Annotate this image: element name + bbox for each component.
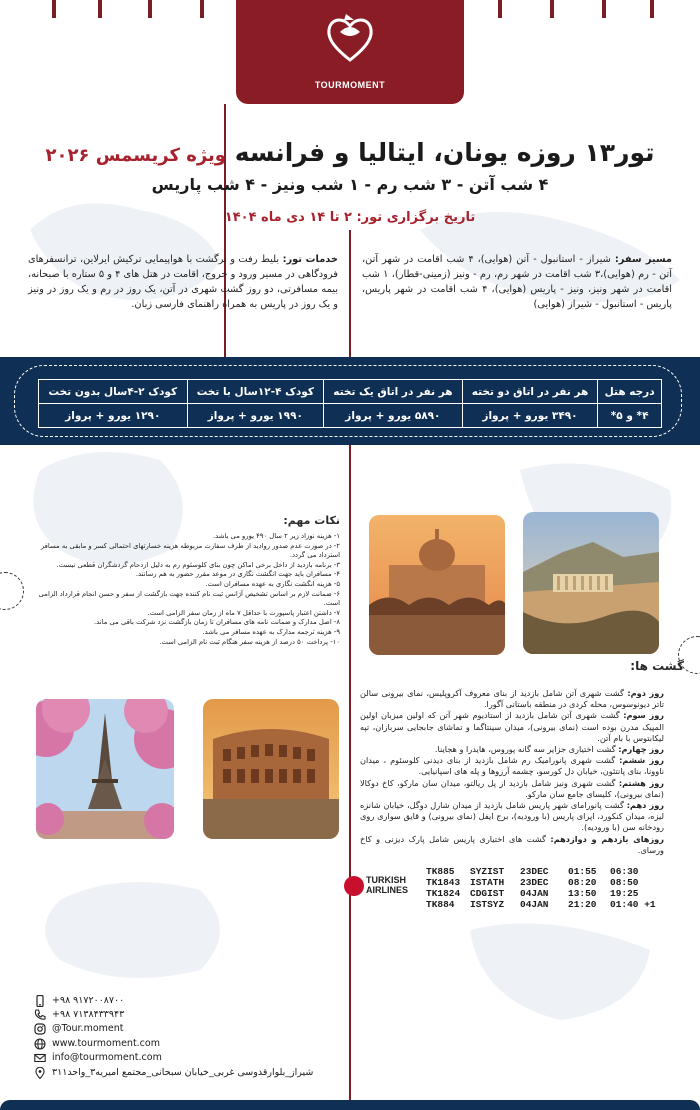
footer-band xyxy=(0,1100,700,1110)
services-label: خدمات تور: xyxy=(282,254,338,265)
flight-date: 04JAN xyxy=(520,888,549,899)
contact-website[interactable] xyxy=(34,1037,354,1051)
note-item: ۱۰- پرداخت ۵۰ درصد از هزینه سفر هنگام ثبت نام الزامی است. xyxy=(159,637,340,646)
flight-departure: 08:20 xyxy=(568,877,597,888)
tour-item xyxy=(360,755,664,777)
note-item: ۵- هزینه انگشت نگاری به عهده مسافران است. xyxy=(205,579,340,588)
mail-icon xyxy=(34,1052,46,1064)
airline-name-line1: TURKISH xyxy=(366,875,406,885)
divider-line xyxy=(349,230,351,357)
instagram-handle: @Tour.moment xyxy=(52,1023,124,1034)
note-item: ۲- در صورت عدم صدور روادید از طرف سفارت مربوطه هزینه خسارتهای احتمالی کسر و مابقی به مسافر استرداد می گردد. xyxy=(40,541,340,560)
price-value-cell: ۴* و ۵* xyxy=(598,404,662,428)
tour-text: گشت اختیاری جزایر سه گانه پوروس، هایدرا و هجاینا. xyxy=(434,744,616,755)
price-table xyxy=(38,379,662,428)
price-header-cell: هر نفر در اتاق دو تخته xyxy=(462,380,598,404)
turkish-airlines-logo xyxy=(344,874,420,898)
flight-number: TK1824 xyxy=(426,888,461,899)
website-url: www.tourmoment.com xyxy=(52,1038,160,1049)
flight-row xyxy=(426,866,666,877)
tour-item xyxy=(360,834,664,856)
airline-name xyxy=(366,875,408,895)
phone-icon xyxy=(34,995,46,1007)
price-value-row xyxy=(39,404,662,428)
tour-item xyxy=(360,800,664,834)
services-info xyxy=(28,252,338,312)
note-item: ۱- هزینه نوزاد زیر ۲ سال ۴۹۰ یورو می باشد. xyxy=(213,532,340,540)
tour-text: گشت پانورامای شهر پاریس شامل بازدید از میدان شارل دوگل، خیابان شانزه لیزه، میدان کنکورد، اپرای پاریس (با ورودیه)، برج ایفل (نمای بیرونی) و قایق سواری روی رودخانه سن (با ورودیه). xyxy=(360,800,664,833)
route-info xyxy=(362,252,672,312)
flight-date: 04JAN xyxy=(520,899,549,910)
athens-acropolis-photo xyxy=(523,512,659,654)
phone-number: +۹۸ ۹۱۷۲۰۰۸۷۰۰ xyxy=(52,995,125,1006)
tour-text: گشت شهری پانورامیک رم شامل بازدید از بنای دیدنی کلوسئوم ، میدان ناوونا، بنای پانتئون، خیابان دل کورسو، چشمه آرزوها و پله های اسپانیایی. xyxy=(360,755,664,777)
tour-item xyxy=(360,744,664,755)
paris-eiffel-photo xyxy=(36,699,174,839)
contact-address xyxy=(34,1066,354,1080)
tour-text: گشت شهری آتن شامل بازدید از بنای معروف آکروپلیس، نمای بیرونی سالن تاتر دیونوسوس، محله کردی در منطقه باستانی آگورا. xyxy=(360,688,664,710)
price-header-row xyxy=(39,380,662,404)
flight-date: 23DEC xyxy=(520,866,549,877)
route-label: مسیر سفر: xyxy=(614,254,672,265)
services-text: بلیط رفت و برگشت با هواپیمایی ترکیش ایرلاین، ترانسفرهای فرودگاهی در مسیر ورود و خروج، اقامت در هتل های ۴ و ۵ ستاره با صبحانه، بیمه مسافرتی، دو روز گشت شهری در آتن، یک روز در رم و یک روز در ونیز و یک روز در پاریس به همراه راهنمای فارسی زبان. xyxy=(28,254,338,310)
note-item: ۶- ضمانت لازم بر اساس تشخیص آژانس ثبت نام کننده جهت بازگشت از سفر و حسن انجام قرارداد الزامی است. xyxy=(38,589,340,608)
contact-instagram[interactable] xyxy=(34,1022,354,1036)
tour-text: گشت شهری آتن شامل بازدید از استادیوم شهر آتن که اولین میزبان اولین المپیک مدرن بوده است (نمای بیرونی)، میدان سینتاگما و تماشای جابجایی سربازان، تپه لیکابتوس با بام آتن. xyxy=(360,710,664,743)
contact-phone-1[interactable] xyxy=(34,994,354,1008)
tour-day: روز چهارم: xyxy=(618,744,664,755)
flight-departure: 01:55 xyxy=(568,866,597,877)
flight-arrival: 08:50 xyxy=(610,877,639,888)
phone-icon xyxy=(34,1009,46,1021)
rome-vatican-photo xyxy=(369,515,505,655)
route-text: شیراز - استانبول - آتن (هوایی)، ۴ شب اقامت در شهر آتن، آتن - رم (هوایی)،۳ شب اقامت در شهر رم، رم - ونیز (زمینی-قطار)، ۱ شب اقامت در شهر ونیز، ونیز - پاریس (هوایی)، ۴ شب اقامت در شهر پاریس، پاریس - استانبول - شیراز (هوایی) xyxy=(362,254,673,310)
logo-icon xyxy=(322,10,378,66)
price-header-cell: هر نفر در اتاق یک تخته xyxy=(324,380,463,404)
turkish-airlines-icon xyxy=(344,876,364,896)
price-header-cell: کودک ۲-۴سال بدون تخت xyxy=(39,380,188,404)
price-value-cell: ۳۴۹۰ یورو + پرواز xyxy=(462,404,598,428)
note-item: ۹- هزینه ترجمه مدارک به عهده مسافر می باشد. xyxy=(202,627,340,636)
tour-item xyxy=(360,710,664,744)
tour-day: روز هشتم: xyxy=(618,777,664,788)
price-value-cell: ۵۸۹۰ یورو + پرواز xyxy=(324,404,463,428)
flight-arrival: 06:30 xyxy=(610,866,639,877)
tours-title: گشت ها: xyxy=(630,659,684,673)
flight-number: TK885 xyxy=(426,866,455,877)
email-address: info@tourmoment.com xyxy=(52,1052,162,1063)
tour-text: گشت شهری ونیز شامل بازدید از پل ریالتو، میدان سان مارکو، کاخ دوکالا (نمای بیرونی)، کلیسای جامع سان مارکو. xyxy=(360,777,664,799)
flight-route: ISTATH xyxy=(470,877,505,888)
brand-name: TOURMOMENT xyxy=(314,80,386,90)
flight-number: TK884 xyxy=(426,899,455,910)
tour-day: روز ششم: xyxy=(619,755,664,766)
flight-number: TK1843 xyxy=(426,877,461,888)
tour-day: روزهای یازدهم و دوازدهم: xyxy=(550,833,664,844)
tour-day: روز سوم: xyxy=(623,710,665,721)
globe-icon xyxy=(34,1038,46,1050)
page-subtitle: ۴ شب آتن - ۳ شب رم - ۱ شب ونیز - ۴ شب پاریس xyxy=(151,175,549,194)
flight-departure: 13:50 xyxy=(568,888,597,899)
page-title xyxy=(20,138,680,167)
note-item: ۴- مسافران باید جهت انگشت نگاری در موعد مقرر حضور به هم رسانند. xyxy=(135,570,340,579)
flight-route: SYZIST xyxy=(470,866,505,877)
note-item: ۸- اصل مدارک و ضمانت نامه های مسافران تا زمان بازگشت نزد شرکت باقی می ماند. xyxy=(94,618,340,627)
instagram-icon xyxy=(34,1023,46,1035)
logo-box xyxy=(236,0,464,104)
title-highlight: ویژه کریسمس ۲۰۲۶ xyxy=(45,145,226,166)
flight-row xyxy=(426,888,666,899)
price-header-cell: درجه هتل xyxy=(598,380,662,404)
airline-name-line2: AIRLINES xyxy=(366,885,409,895)
tour-item xyxy=(360,778,664,800)
flight-arrival: 19:25 xyxy=(610,888,639,899)
contact-phone-2[interactable] xyxy=(34,1008,354,1022)
title-main: تور۱۳ روزه یونان، ایتالیا و فرانسه xyxy=(234,138,655,167)
note-item: ۳- برنامه بازدید از داخل برخی اماکن چون بنای کلوسئوم رم به دلیل ازدحام گردشگران قطعی نیست. xyxy=(56,560,340,569)
note-item: ۷- داشتن اعتبار پاسپورت با حداقل ۷ ماه از زمان سفر الزامی است. xyxy=(147,608,340,617)
flight-row xyxy=(426,877,666,888)
contact-email[interactable] xyxy=(34,1051,354,1065)
address-text: شیراز_بلوارقدوسی غربی_خیابان سبحانی_مجتمع امیریه۳_واحد۳۱۱ xyxy=(52,1067,314,1078)
notes-title: نکات مهم: xyxy=(283,514,340,527)
rome-colosseum-photo xyxy=(203,699,339,839)
flight-row xyxy=(426,899,666,910)
flight-date: 23DEC xyxy=(520,877,549,888)
flight-route: CDGIST xyxy=(470,888,505,899)
flight-arrival: 01:40 +1 xyxy=(610,899,656,910)
notes-list xyxy=(34,532,340,647)
tour-day: روز دوم: xyxy=(627,688,665,698)
flight-schedule xyxy=(426,866,666,910)
flight-departure: 21:20 xyxy=(568,899,597,910)
price-header-cell: کودک ۴-۱۲سال با تخت xyxy=(187,380,323,404)
flight-route: ISTSYZ xyxy=(470,899,505,910)
tour-text: گشت های اختیاری پاریس شامل پارک دیزنی و کاخ ورسای. xyxy=(360,833,664,855)
tours-list xyxy=(360,688,664,856)
price-value-cell: ۱۹۹۰ یورو + پرواز xyxy=(187,404,323,428)
price-value-cell: ۱۲۹۰ یورو + پرواز xyxy=(39,404,188,428)
tour-day: روز دهم: xyxy=(626,800,664,811)
location-icon xyxy=(34,1067,46,1079)
phone-number: +۹۸ ۷۱۳۸۴۳۳۹۴۳ xyxy=(52,1009,125,1020)
tour-date: تاریخ برگزاری تور: ۲ تا ۱۴ دی ماه ۱۴۰۴ xyxy=(224,210,476,225)
tour-item xyxy=(360,688,664,710)
